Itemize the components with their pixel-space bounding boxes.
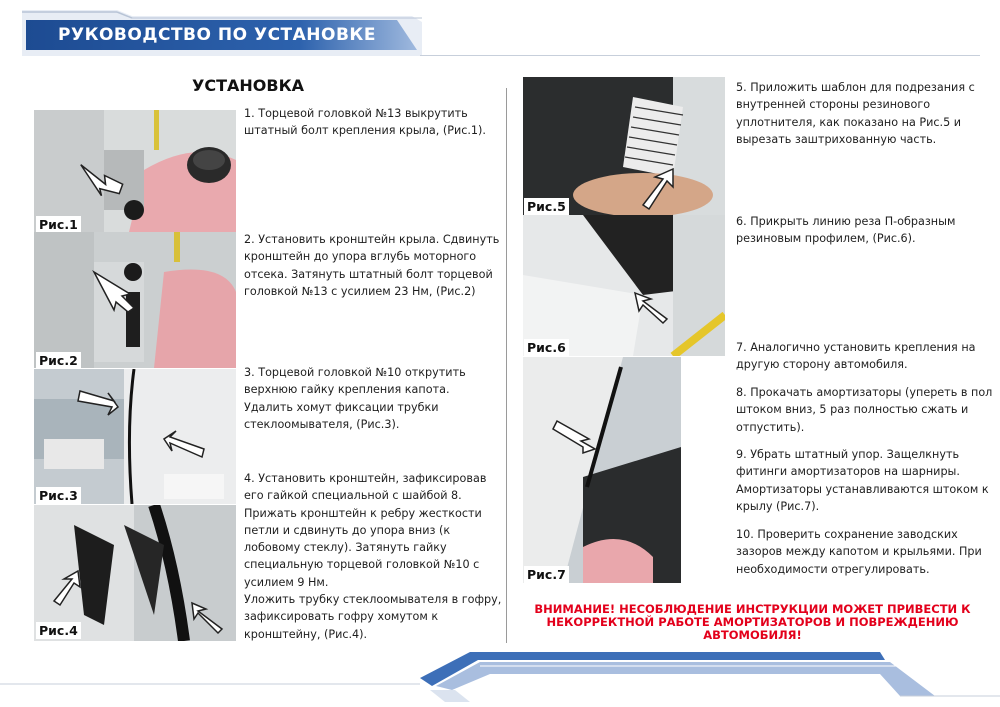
section-title: УСТАНОВКА [192, 76, 305, 95]
step-line: отпустить). [736, 420, 805, 434]
figure-5-photo [523, 77, 725, 215]
step-line: внутренней стороны резинового [736, 98, 931, 112]
step-line: Амортизаторы устанавливаются штоком к [736, 482, 989, 496]
step-line: зафиксировать гофру хомутом к [244, 610, 439, 624]
step-9 [736, 446, 989, 515]
step-line: 4. Установить кронштейн, зафиксировав [244, 472, 487, 485]
step-line: Уложить трубку стеклоомывателя в гофру, [244, 593, 502, 607]
step-line: необходимости отрегулировать. [736, 562, 930, 576]
step-line: кронштейну, (Рис.4). [244, 627, 368, 641]
step-line: лобовому стеклу). Затянуть гайку [244, 541, 447, 555]
document-title: РУКОВОДСТВО ПО УСТАНОВКЕ [58, 25, 376, 45]
figure-1-photo [34, 110, 236, 232]
figure-3-photo [34, 369, 236, 504]
step-line: отсека. Затянуть штатный болт торцевой [244, 267, 493, 281]
header-rule [420, 55, 980, 56]
figure-3-caption: Рис.3 [36, 487, 81, 504]
step-line: верхнюю гайку крепления капота. [244, 383, 450, 397]
figure-6-photo [523, 215, 725, 356]
figure-2-caption: Рис.2 [36, 352, 81, 369]
step-8 [736, 384, 992, 436]
step-line: 5. Приложить шаблон для подрезания с [736, 81, 975, 94]
step-7 [736, 339, 976, 374]
step-line: стеклоомывателя, (Рис.3). [244, 417, 400, 431]
step-line: 6. Прикрыть линию реза П-образным [736, 215, 956, 228]
step-line: крылу (Рис.7). [736, 499, 820, 513]
step-line: 9. Убрать штатный упор. Защелкнуть [736, 448, 960, 461]
figure-4-photo [34, 505, 236, 641]
step-line: вырезать заштрихованную часть. [736, 132, 937, 146]
step-line: резиновым профилем, (Рис.6). [736, 232, 916, 246]
footer-decoration [0, 640, 1000, 707]
warning-line: НЕКОРРЕКТНОЙ РАБОТЕ АМОРТИЗАТОРОВ И ПОВРЕЖДЕНИЮ [546, 615, 959, 629]
step-line: специальную торцевой головкой №10 с [244, 558, 480, 572]
step-line: 8. Прокачать амортизаторы (упереть в пол [736, 386, 993, 399]
step-line: кронштейн до упора вглубь моторного [244, 250, 477, 264]
figure-4-caption: Рис.4 [36, 622, 81, 639]
step-6 [736, 213, 955, 248]
step-line: Прижать кронштейн к ребру жесткости [244, 506, 482, 520]
step-line: 7. Аналогично установить крепления на [736, 341, 976, 354]
figure-2-photo [34, 232, 236, 368]
figure-5-caption: Рис.5 [524, 198, 569, 215]
step-line: 2. Установить кронштейн крыла. Сдвинуть [244, 233, 500, 246]
figure-7-photo [523, 357, 681, 583]
step-3 [244, 364, 466, 433]
step-line: штоком вниз, 5 раз полностью сжать и [736, 403, 969, 417]
step-line: фитинги амортизаторов на шарниры. [736, 465, 960, 479]
figure-1-caption: Рис.1 [36, 216, 81, 233]
step-line: Удалить хомут фиксации трубки [244, 400, 439, 414]
step-line: 3. Торцевой головкой №10 открутить [244, 366, 466, 379]
warning-line: АВТОМОБИЛЯ! [703, 628, 802, 642]
step-line: штатный болт крепления крыла, (Рис.1). [244, 124, 486, 138]
warning-notice [525, 603, 980, 642]
step-line: уплотнителя, как показано на Рис.5 и [736, 115, 962, 129]
step-line: его гайкой специальной с шайбой 8. [244, 489, 462, 503]
column-divider [506, 88, 507, 643]
step-5 [736, 79, 975, 148]
step-10 [736, 526, 982, 578]
step-1 [244, 105, 486, 140]
step-line: петли и сдвинуть до упора вниз (к [244, 523, 451, 537]
step-line: зазоров между капотом и крыльями. При [736, 545, 982, 559]
step-line: головкой №13 с усилием 23 Нм, (Рис.2) [244, 284, 476, 298]
step-line: другую сторону автомобиля. [736, 358, 908, 372]
figure-6-caption: Рис.6 [524, 339, 569, 356]
step-4 [244, 470, 501, 643]
step-2 [244, 231, 499, 300]
figure-7-caption: Рис.7 [524, 566, 569, 583]
step-line: усилием 9 Нм. [244, 575, 329, 589]
step-line: 1. Торцевой головкой №13 выкрутить [244, 107, 468, 120]
warning-line: ВНИМАНИЕ! НЕСОБЛЮДЕНИЕ ИНСТРУКЦИИ МОЖЕТ ПРИВЕСТИ К [534, 602, 971, 616]
step-line: 10. Проверить сохранение заводских [736, 528, 958, 541]
